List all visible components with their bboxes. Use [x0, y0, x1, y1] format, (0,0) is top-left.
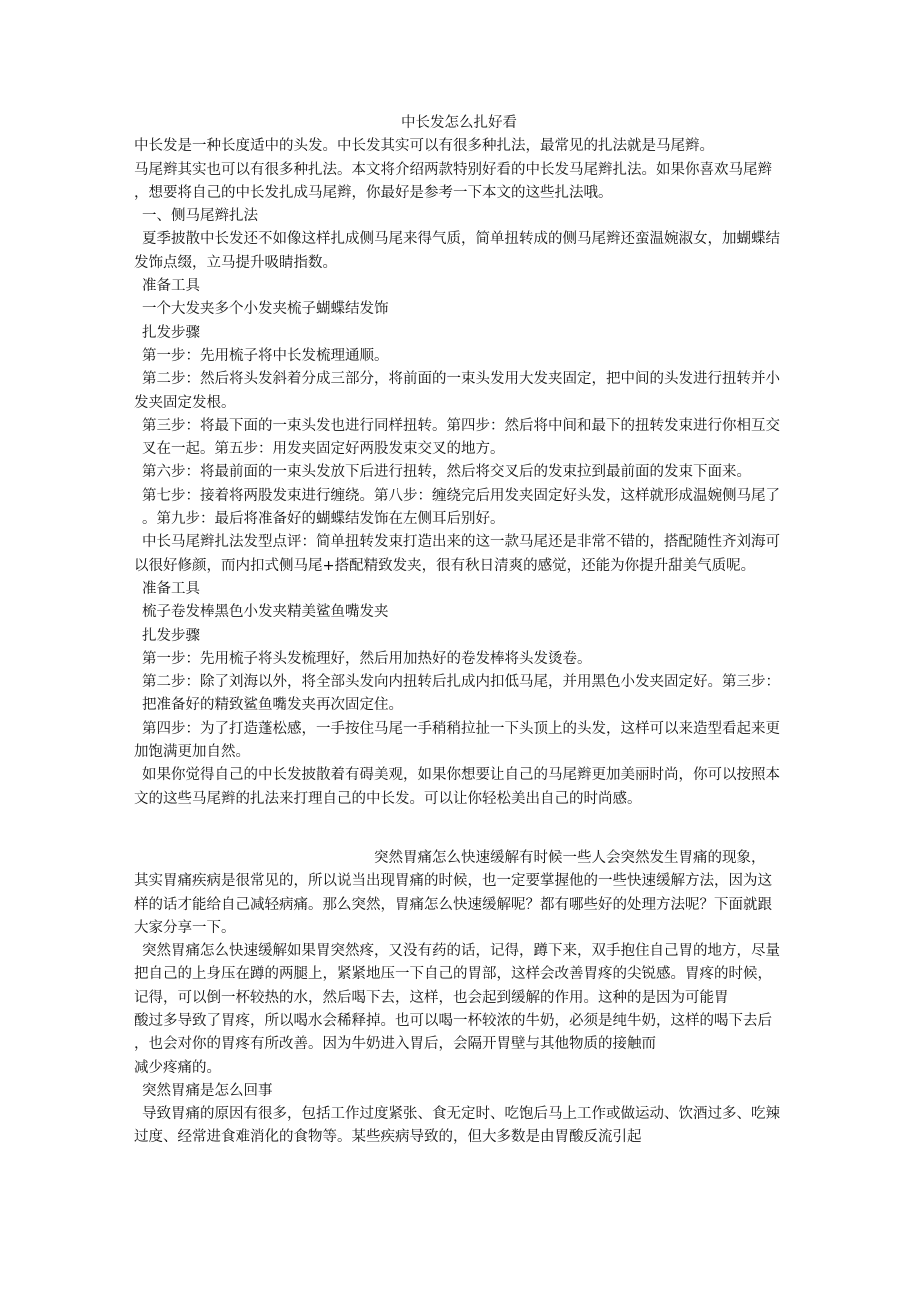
article-title: 中长发怎么扎好看 [401, 115, 517, 131]
paragraph-line: 第二步：然后将头发斜着分成三部分，将前面的一束头发用大发夹固定，把中间的头发进行扭转并小 [142, 371, 780, 388]
paragraph-line: 中长马尾辫扎法发型点评：简单扭转发束打造出来的这一款马尾还是非常不错的，搭配随性齐刘海可 [142, 534, 780, 551]
paragraph-line: 一个大发夹多个小发夹梳子蝴蝶结发饰 [142, 301, 389, 318]
subheading: 准备工具 [142, 580, 200, 597]
paragraph-line: 样的话才能给自己减轻病痛。那么突然，胃痛怎么快速缓解呢？都有哪些好的处理方法呢？下面就跟 [134, 896, 772, 913]
section-heading: 突然胃痛是怎么回事 [142, 1082, 273, 1099]
paragraph-line: 发饰点缀，立马提升吸睛指数。 [134, 254, 337, 271]
document-page [134, 112, 784, 1150]
paragraph-line: 夏季披散中长发还不如像这样扎成侧马尾来得气质，简单扭转成的侧马尾辫还蛮温婉淑女，加蝴蝶结 [142, 231, 780, 248]
subheading: 扎发步骤 [142, 627, 200, 644]
paragraph-line: 以很好修颜，而内扣式侧马尾+搭配精致发夹，很有秋日清爽的感觉，还能为你提升甜美气质呢。 [134, 557, 756, 574]
paragraph-line: 加饱满更加自然。 [134, 744, 250, 761]
subheading: 扎发步骤 [142, 324, 200, 341]
paragraph-line: 减少疼痛的。 [134, 1059, 221, 1076]
subheading: 准备工具 [142, 278, 200, 295]
paragraph-line: 其实胃痛疾病是很常见的，所以说当出现胃痛的时候，也一定要掌握他的一些快速缓解方法，因为这 [134, 873, 772, 890]
paragraph-line: 中长发是一种长度适中的头发。中长发其实可以有很多种扎法，最常见的扎法就是马尾辫。 [134, 138, 714, 155]
paragraph-line: 马尾辫其实也可以有很多种扎法。本文将介绍两款特别好看的中长发马尾辫扎法。如果你喜欢马尾辫 [134, 161, 772, 178]
paragraph-line: 第七步：接着将两股发束进行缠绕。第八步：缠绕完后用发夹固定好头发，这样就形成温婉侧马尾了 [142, 487, 780, 504]
paragraph-line: 文的这些马尾辫的扎法来打理自己的中长发。可以让你轻松美出自己的时尚感。 [134, 790, 642, 807]
paragraph-line: 第二步：除了刘海以外，将全部头发向内扭转后扎成内扣低马尾，并用黑色小发夹固定好。第三步： [142, 674, 780, 691]
paragraph-line: 记得，可以倒一杯较热的水，然后喝下去，这样，也会起到缓解的作用。这种的是因为可能胃 [134, 989, 729, 1006]
section-gap [134, 811, 784, 847]
paragraph-line: 第四步：为了打造蓬松感，一手按住马尾一手稍稍拉扯一下头顶上的头发，这样可以来造型看起来更 [142, 720, 780, 737]
paragraph-line: 如果你觉得自己的中长发披散着有碍美观，如果你想要让自己的马尾辫更加美丽时尚，你可以按照本 [142, 767, 780, 784]
paragraph-line: 过度、经常进食难消化的食物等。某些疾病导致的，但大多数是由胃酸反流引起 [134, 1129, 642, 1146]
paragraph-line: 第三步：将最下面的一束头发也进行同样扭转。第四步：然后将中间和最下的扭转发束进行你相互交 [142, 417, 780, 434]
paragraph-line: 把准备好的精致鲨鱼嘴发夹再次固定住。 [142, 697, 403, 714]
section-heading: 一、侧马尾辫扎法 [142, 208, 258, 225]
paragraph-line: 叉在一起。第五步：用发夹固定好两股发束交叉的地方。 [142, 441, 505, 458]
paragraph-line: 导致胃痛的原因有很多，包括工作过度紧张、食无定时、吃饱后马上工作或做运动、饮酒过多、吃辣 [142, 1106, 780, 1123]
paragraph-line: 把自己的上身压在蹲的两腿上，紧紧地压一下自己的胃部，这样会改善胃疼的尖锐感。胃疼的时候， [134, 966, 772, 983]
paragraph-line: 大家分享一下。 [134, 919, 236, 936]
paragraph-line: 。第九步：最后将准备好的蝴蝶结发饰在左侧耳后别好。 [142, 511, 505, 528]
paragraph-line: 第一步：先用梳子将头发梳理好，然后用加热好的卷发棒将头发烫卷。 [142, 650, 592, 667]
paragraph-line: ，也会对你的胃疼有所改善。因为牛奶进入胃后，会隔开胃壁与其他物质的接触而 [134, 1036, 656, 1053]
paragraph-line: ，想要将自己的中长发扎成马尾辫，你最好是参考一下本文的这些扎法哦。 [134, 184, 613, 201]
paragraph-line: 梳子卷发棒黑色小发夹精美鲨鱼嘴发夹 [142, 604, 389, 621]
paragraph-line: 第六步：将最前面的一束头发放下后进行扭转，然后将交叉后的发束拉到最前面的发束下面来。 [142, 464, 751, 481]
article-title: 突然胃痛怎么快速缓解有时候一些人会突然发生胃痛的现象， [374, 849, 766, 866]
paragraph-line: 酸过多导致了胃疼，所以喝水会稀释掉。也可以喝一杯较浓的牛奶，必须是纯牛奶，这样的喝下去后 [134, 1012, 772, 1029]
paragraph-line: 突然胃痛怎么快速缓解如果胃突然疼，又没有药的话，记得，蹲下来，双手抱住自己胃的地方，尽量 [142, 943, 780, 960]
paragraph-line: 第一步：先用梳子将中长发梳理通顺。 [142, 347, 389, 364]
paragraph-line: 发夹固定发根。 [134, 394, 236, 411]
